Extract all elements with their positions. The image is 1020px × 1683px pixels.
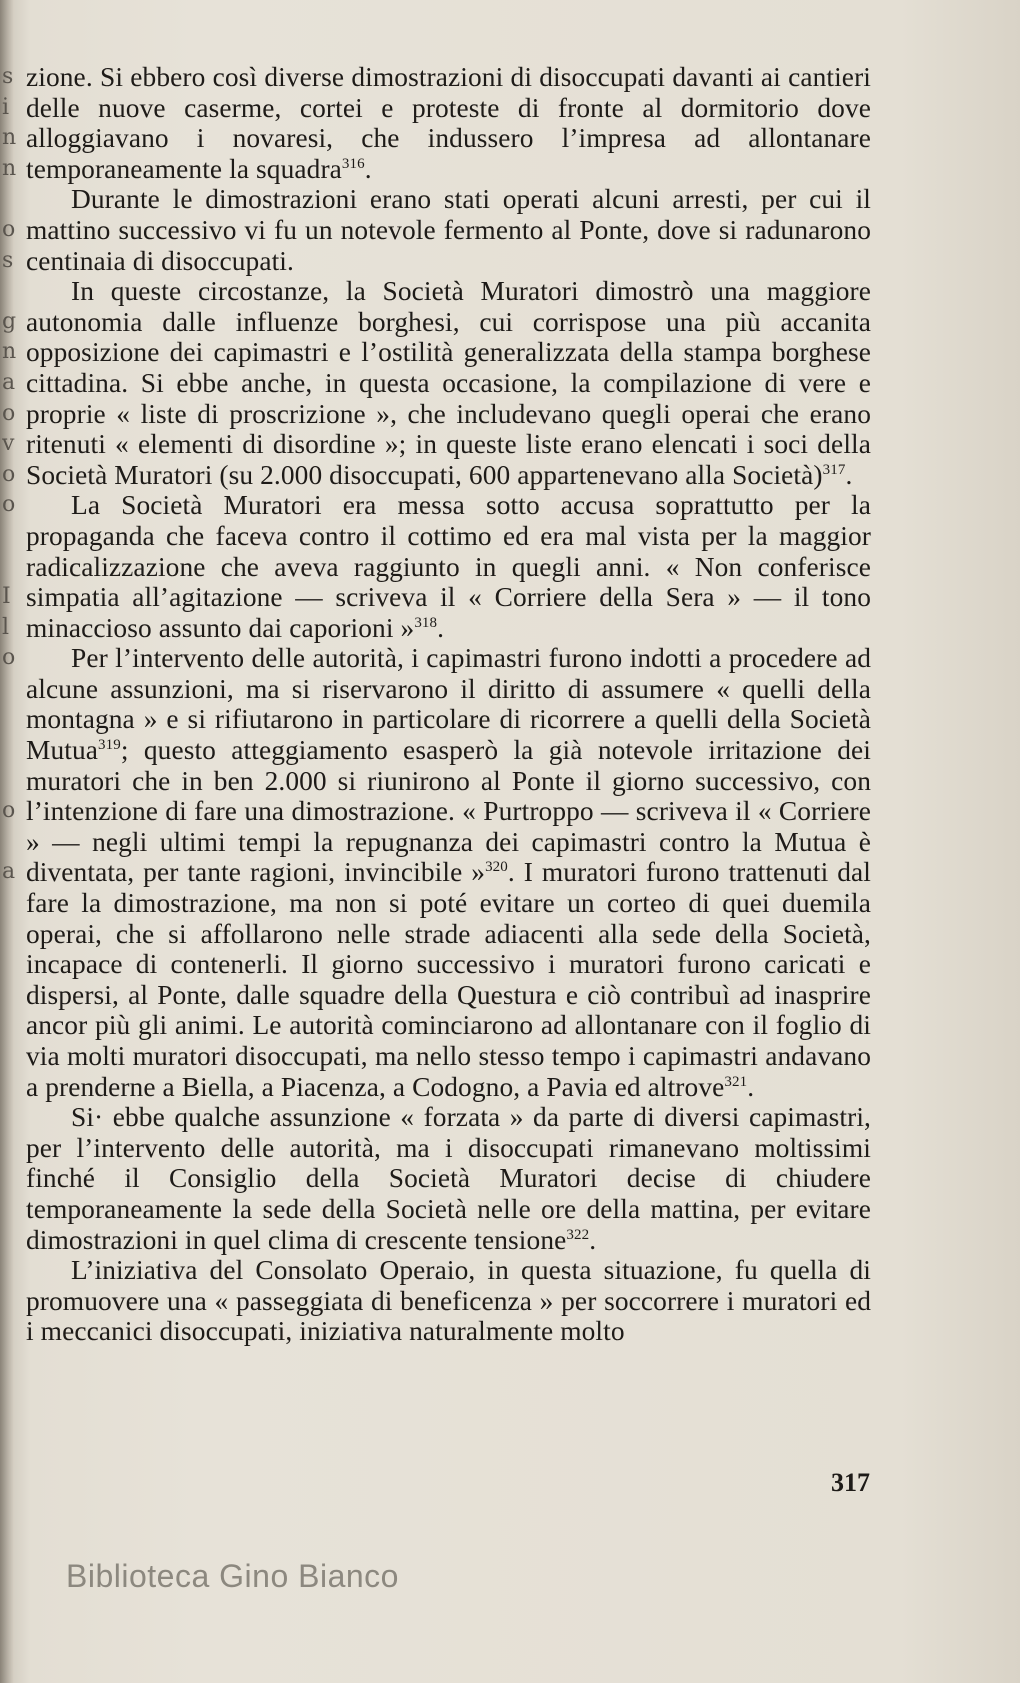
text-run: zione. Si ebbero così diverse dimostrazioni di disoccupati davanti ai cantieri delle nuove caserme, cortei e proteste di fronte al dormitorio dove alloggiavano i novaresi, che indussero l’impresa ad allontanare temporaneamente la squadra	[26, 62, 871, 184]
margin-letter: o	[2, 492, 16, 518]
margin-letter: n	[2, 125, 16, 151]
page-number: 317	[831, 1468, 870, 1497]
margin-letter: o	[2, 798, 16, 824]
text-run: .	[589, 1224, 597, 1255]
footnote-ref: 321	[724, 1073, 748, 1090]
paragraph	[26, 643, 871, 1102]
footnote-ref: 319	[98, 737, 121, 754]
paragraph	[26, 490, 871, 643]
margin-letter	[2, 980, 16, 1011]
margin-letter: o	[2, 461, 16, 487]
margin-letter: I	[2, 584, 11, 610]
paragraph	[26, 184, 871, 276]
text-run: In queste circostanze, la Società Muratori dimostrò una maggiore autonomia dalle influenze borghesi, cui corrispose una più accanita opposizione dei capimastri e l’ostilità generalizzata della stampa borghese cittadina. Si ebbe anche, in questa occasione, la compilazione di vere e proprie « liste di proscrizione », che includevano quegli operai che erano ritenuti « elementi di disordine »; in queste liste erano elencati i soci della Società Muratori (su 2.000 disoccupati, 600 appartenevano alla Società)	[26, 276, 871, 490]
footnote-ref: 317	[822, 461, 846, 478]
margin-letter: a	[2, 859, 16, 885]
margin-letter: i	[2, 94, 10, 120]
library-watermark: Biblioteca Gino Bianco	[66, 1558, 399, 1594]
margin-letter: n	[2, 155, 16, 181]
margin-letter	[2, 704, 16, 735]
text-run: .	[845, 459, 853, 490]
margin-letter	[2, 1010, 16, 1041]
margin-letter: o	[2, 216, 16, 242]
text-run: .	[437, 612, 445, 643]
margin-letter	[2, 827, 16, 858]
text-run: Durante le dimostrazioni erano stati operati alcuni arresti, per cui il mattino successivo vi fu un notevole fermento al Ponte, dove si radunarono centinaia di disoccupati.	[26, 184, 871, 276]
margin-letter	[2, 1194, 16, 1225]
margin-letter	[2, 919, 16, 950]
margin-letter: s	[2, 247, 14, 273]
footnote-ref: 320	[485, 859, 508, 876]
margin-letter	[2, 1255, 16, 1286]
text-run: L’iniziativa del Consolato Operaio, in questa situazione, fu quella di promuovere una « passeggiata di beneficenza » per soccorrere i muratori ed i meccanici disoccupati, iniziativa naturalmente molto	[26, 1255, 871, 1347]
margin-letter: v	[2, 431, 15, 457]
paragraph	[26, 62, 871, 184]
footnote-ref: 316	[341, 155, 365, 172]
margin-letter	[2, 1072, 16, 1103]
margin-letter	[2, 766, 16, 797]
margin-letter: s	[2, 64, 14, 89]
margin-letter	[2, 552, 16, 583]
paragraph	[26, 1102, 871, 1255]
paragraph	[26, 1255, 871, 1347]
text-run: Si· ebbe qualche assunzione « forzata » da parte di diversi capimastri, per l’intervento delle autorità, ma i disoccupati rimanevano moltissimi finché il Consiglio della Società Muratori decise di chiudere temporaneamente la sede della Società nelle ore della mattina, per evitare dimostrazioni in quel clima di crescente tensione	[26, 1102, 871, 1255]
text-run: .	[364, 153, 372, 184]
text-run: ; questo atteggiamento esasperò la già notevole irritazione dei muratori che in ben 2.000 si riunirono al Ponte il giorno successivo, con l’intenzione di fare una dimostrazione. « Purtroppo — scriveva il « Corriere » — negli ultimi tempi la repugnanza dei capimastri contro la Mutua è diventata, per tante ragioni, invincibile »	[26, 735, 871, 888]
margin-letter	[2, 949, 16, 980]
margin-letter	[2, 521, 16, 552]
margin-letter	[2, 1286, 16, 1317]
margin-letter: a	[2, 369, 16, 395]
margin-letter	[2, 735, 16, 766]
footnote-ref: 322	[566, 1226, 590, 1243]
text-run: Per l’intervento delle autorità, i capimastri furono indotti a procedere ad alcune assunzioni, ma si riservarono il diritto di assumere « quelli della montagna » e si rifiutarono in particolare di ricorrere a quelli della Società Mutua	[26, 643, 871, 766]
text-run: .	[747, 1071, 755, 1102]
margin-letter: g	[2, 308, 16, 334]
margin-letter	[2, 888, 16, 919]
margin-letter	[2, 1133, 16, 1164]
margin-letter	[2, 184, 16, 215]
body-text	[26, 62, 871, 1347]
margin-letter: l	[2, 614, 10, 640]
margin-letter	[2, 1102, 16, 1133]
text-run: . I muratori furono trattenuti dal fare la dimostrazione, ma non si poté evitare un corteo di quei duemila operai, che si affollarono nelle strade adiacenti alla sede della Società, incapace di contenerli. Il giorno successivo i muratori furono caricati e dispersi, al Ponte, dalle squadre della Questura e ciò contribuì ad inasprire ancor più gli animi. Le autorità cominciarono ad allontanare con il foglio di via molti muratori disoccupati, ma nello stesso tempo i capimastri andavano a prenderne a Biella, a Piacenza, a Codogno, a Pavia ed altrove	[26, 857, 871, 1102]
margin-letter: o	[2, 645, 16, 671]
paragraph	[26, 276, 871, 490]
text-run: La Società Muratori era messa sotto accusa soprattutto per la propaganda che faceva contro il cottimo ed era mal vista per la maggior radicalizzazione che aveva raggiunto in quegli anni. « Non conferisce simpatia all’agitazione — scriveva il « Corriere della Sera » — il tono minaccioso assunto dai caporioni »	[26, 490, 871, 643]
margin-letter: o	[2, 400, 16, 426]
margin-letter: n	[2, 339, 16, 365]
margin-letter	[2, 1163, 16, 1194]
adjacent-page-margin	[2, 62, 16, 1316]
margin-letter	[2, 1041, 16, 1072]
margin-letter	[2, 276, 16, 307]
footnote-ref: 318	[414, 614, 438, 631]
margin-letter	[2, 674, 16, 705]
margin-letter	[2, 1225, 16, 1256]
